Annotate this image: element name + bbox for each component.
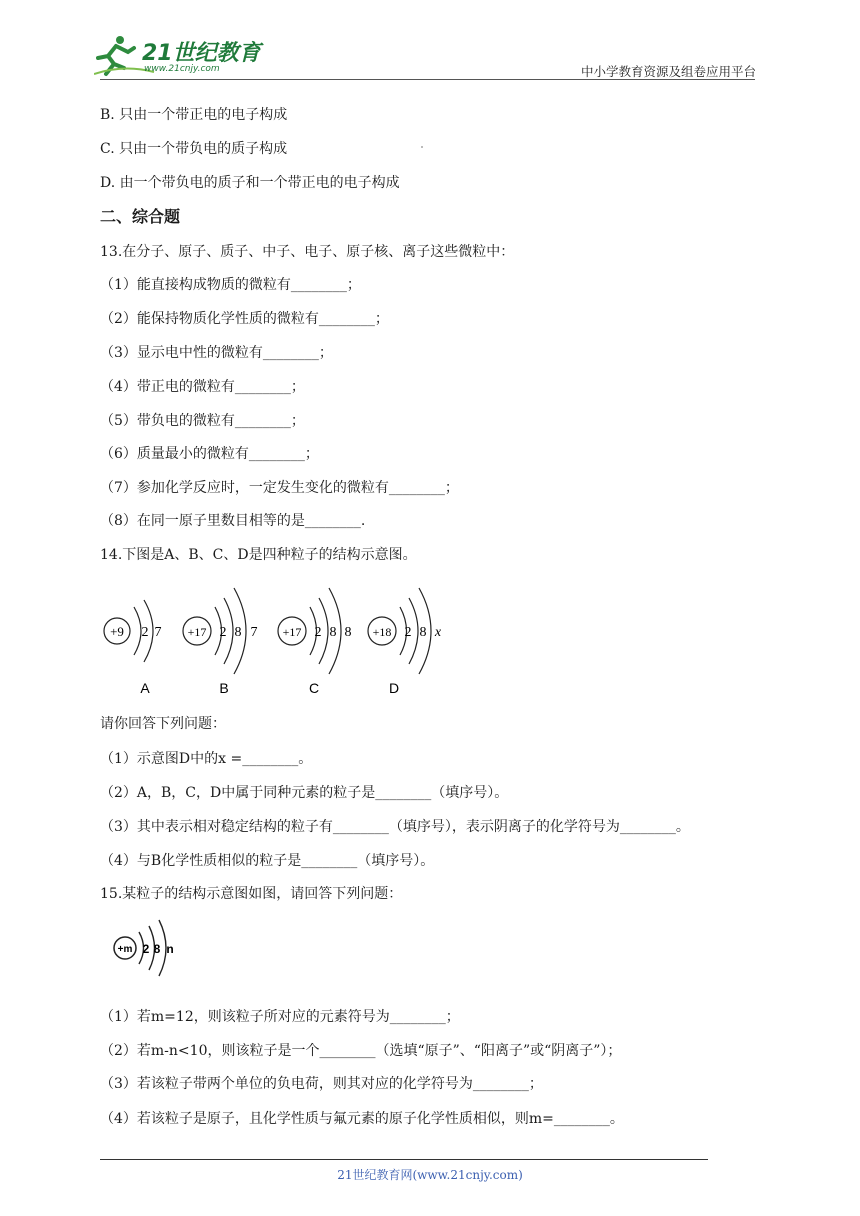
ion-structure-figure (112, 918, 192, 978)
q15-item: （3）若该粒子带两个单位的负电荷，则其对应的化学符号为________； (100, 1076, 543, 1092)
q15-item: （4）若该粒子是原子，且化学性质与氟元素的原子化学性质相似，则m=________。 (100, 1111, 624, 1127)
option-c: C. 只由一个带负电的质子构成 (100, 141, 288, 157)
shell-count: 2 (404, 625, 412, 640)
diagram-label: C (308, 680, 320, 696)
atom-diagram-b (183, 588, 258, 696)
scan-dot (421, 146, 423, 148)
nucleus-label: +17 (282, 625, 302, 639)
q14-item: （1）示意图D中的x =________。 (100, 751, 313, 767)
footer-link[interactable]: 21世纪教育网(www.21cnjy.com) (337, 1168, 523, 1182)
shell-count: 2 (314, 625, 322, 640)
logo-url: www.21cnjy.com (144, 64, 220, 74)
q14-stem: 14.下图是A、B、C、D是四种粒子的结构示意图。 (100, 547, 417, 563)
q13-item: （5）带负电的微粒有________； (100, 413, 305, 429)
shell-count: n (166, 942, 174, 956)
atom-diagram-c (278, 588, 352, 696)
shell-count: 8 (344, 625, 352, 640)
shell-count: 2 (141, 625, 149, 640)
nucleus-label: +m (117, 944, 133, 955)
diagram-label: D (388, 680, 400, 696)
q15-stem: 15.某粒子的结构示意图如图，请回答下列问题： (100, 886, 403, 902)
atom-diagram-a (104, 600, 162, 696)
q14-item: （3）其中表示相对稳定结构的粒子有________（填序号），表示阴离子的化学符号为________。 (100, 819, 690, 835)
shell-count: 8 (153, 942, 161, 956)
q14-item: （2）A，B，C，D中属于同种元素的粒子是________（填序号）。 (100, 785, 509, 801)
option-b: B. 只由一个带正电的电子构成 (100, 107, 288, 123)
option-d: D. 由一个带负电的质子和一个带正电的电子构成 (100, 175, 400, 191)
shell-count: 7 (250, 625, 258, 640)
shell-count: 8 (419, 625, 427, 640)
header-divider (100, 79, 755, 80)
nucleus-label: +9 (110, 624, 124, 639)
q13-item: （4）带正电的微粒有________； (100, 379, 305, 395)
shell-count: 2 (142, 942, 150, 956)
q13-item: （6）质量最小的微粒有________； (100, 446, 319, 462)
q13-item: （8）在同一原子里数目相等的是________. (100, 513, 366, 529)
shell-count: 7 (154, 625, 162, 640)
page-header (0, 0, 860, 90)
q13-item: （2）能保持物质化学性质的微粒有________； (100, 311, 389, 327)
footer-divider (100, 1159, 708, 1160)
q13-item: （3）显示电中性的微粒有________； (100, 345, 333, 361)
logo-text: 21世纪教育 (142, 41, 261, 66)
atom-diagram-d (368, 588, 442, 696)
q15-item: （1）若m=12，则该粒子所对应的元素符号为________； (100, 1009, 460, 1025)
q13-stem: 13.在分子、原子、质子、中子、电子、原子核、离子这些微粒中： (100, 244, 515, 260)
atom-structure-figure (100, 580, 460, 700)
q13-item: （7）参加化学反应时，一定发生变化的微粒有________； (100, 480, 459, 496)
platform-name: 中小学教育资源及组卷应用平台 (580, 64, 756, 79)
q13-item: （1）能直接构成物质的微粒有________； (100, 277, 361, 293)
q14-item: （4）与B化学性质相似的粒子是________（填序号）。 (100, 853, 435, 869)
q15-item: （2）若m-n<10，则该粒子是一个________（选填“原子”、“阳离子”或“阴离子”）； (100, 1043, 622, 1059)
nucleus-label: +17 (187, 625, 207, 639)
diagram-label: B (219, 680, 229, 696)
shell-count: 8 (234, 625, 242, 640)
shell-count: 8 (329, 625, 337, 640)
diagram-label: A (140, 680, 150, 696)
section-title: 二、综合题 (100, 207, 181, 226)
shell-count: 2 (219, 625, 227, 640)
shell-count: x (434, 625, 442, 640)
nucleus-label: +18 (372, 625, 392, 639)
q14-prompt: 请你回答下列问题： (100, 716, 226, 732)
